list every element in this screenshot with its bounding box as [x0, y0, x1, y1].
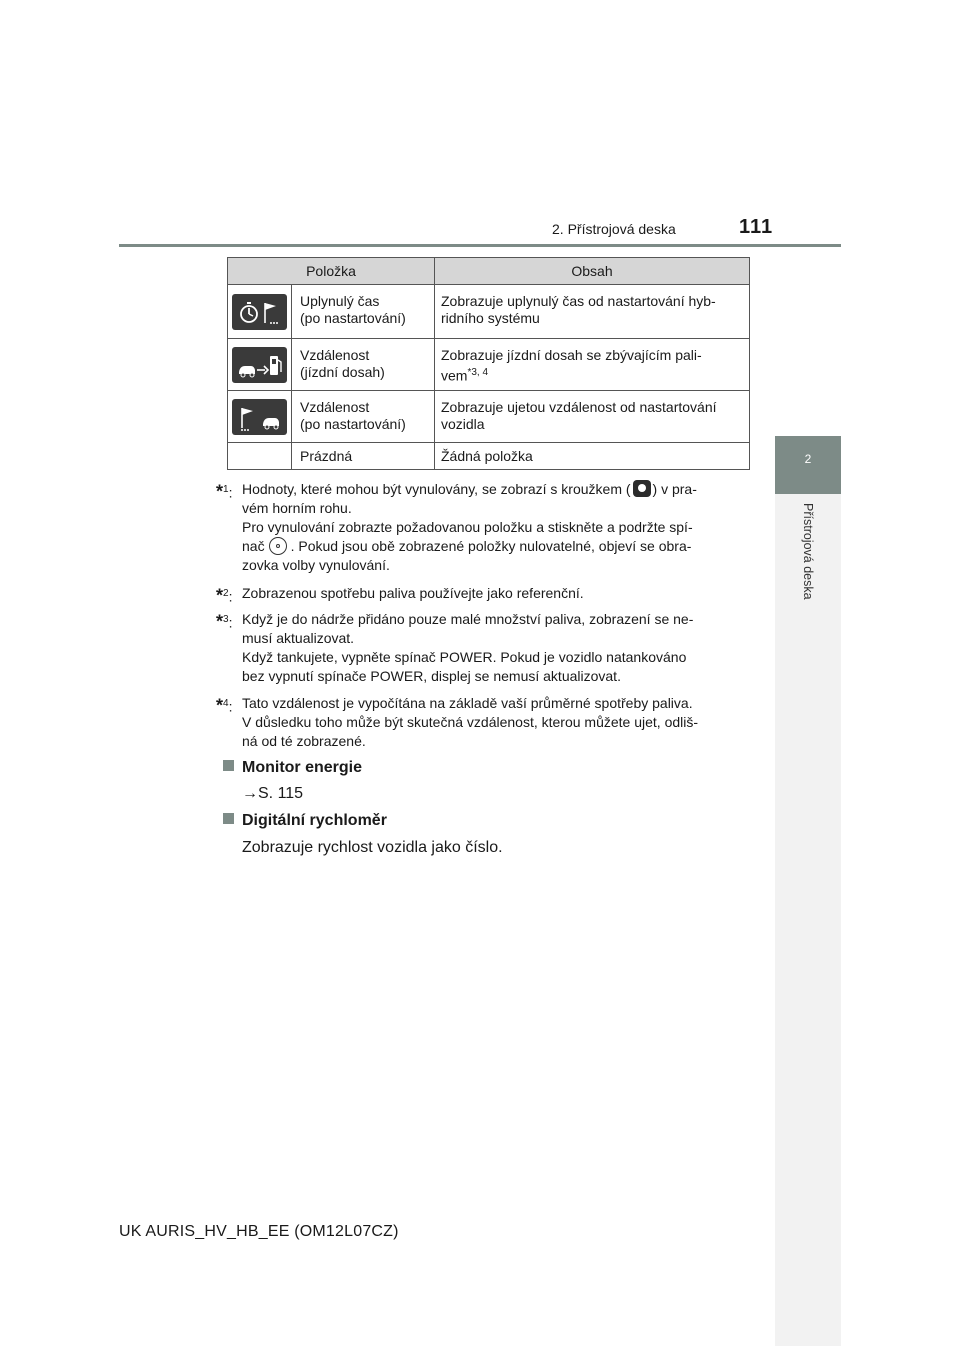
footnote-text: bez vypnutí spínače POWER, displej se nemusí aktualizovat. [242, 668, 621, 684]
footnote-text: zovka volby vynulování. [242, 557, 390, 573]
footnote-text: ) v pra- [652, 481, 697, 497]
header-rule [119, 244, 841, 247]
item-label: Prázdná [300, 448, 353, 464]
chapter-label: Přístrojová deska [801, 503, 815, 600]
item-description: Žádná položka [441, 448, 533, 464]
item-description: Zobrazuje ujetou vzdálenost od nastartování [441, 399, 717, 415]
item-description: Zobrazuje jízdní dosah se zbývajícím pali- [441, 347, 702, 363]
footnote-text: vém horním rohu. [242, 500, 352, 516]
section-heading-energy-monitor: Monitor energie [223, 759, 362, 777]
footnote-4: *$^4$: Tato vzdálenost je vypočítána na základě vaší průměrné spotřeby paliva. V důsledku toho může být skutečná vzdálenost, kterou můžete ujet, odliš- ná od té zobrazené. [216, 694, 744, 751]
footnote-1: *$^1$: Hodnoty, které mohou být vynulovány, se zobrazí s kroužkem ( ) v pra- vém horním rohu. Pro vynulování zobrazte požadovanou položku a stiskněte a podržte spí- nač . Pokud jsou obě zobrazené položky nulovatelné, objeví se obra- zovka volby vynulování. [216, 480, 744, 575]
document-code: UK AURIS_HV_HB_EE (OM12L07CZ) [119, 1223, 399, 1240]
item-description-cont: vem [441, 367, 468, 384]
footnote-number: 3 [223, 614, 229, 625]
column-header-content: Obsah [435, 258, 750, 285]
distance-after-start-icon [232, 399, 287, 435]
elapsed-time-icon [232, 294, 287, 330]
item-label: Uplynulý čas [300, 293, 380, 309]
section-title: 2. Přístrojová deska [552, 221, 676, 237]
column-header-item: Položka [228, 258, 435, 285]
page-number: 111 [739, 216, 774, 238]
footnote-text: musí aktualizovat. [242, 630, 355, 646]
footnote-text: . Pokud jsou obě zobrazené položky nulovatelné, objeví se obra- [290, 538, 692, 554]
chapter-tab-strip [775, 494, 841, 1346]
steering-switch-icon [269, 537, 287, 555]
table-row [228, 339, 750, 391]
item-label: Vzdálenost [300, 399, 370, 415]
footnote-text: nač [242, 538, 265, 554]
footnote-ref: *3, 4 [467, 367, 489, 378]
item-label: Vzdálenost [300, 347, 370, 363]
footnote-text: Když tankujete, vypněte spínač POWER. Pokud je vozidlo natankováno [242, 649, 687, 665]
table-row [228, 443, 750, 470]
section-body-text: Zobrazuje rychlost vozidla jako číslo. [242, 839, 503, 856]
item-description-cont: ridního systému [441, 310, 540, 326]
footnote-3: *$^3$: Když je do nádrže přidáno pouze malé množství paliva, zobrazení se ne- musí aktualizovat. Když tankujete, vypněte spínač POWER. Pokud je vozidlo natankováno bez vypnutí spínače POWER, displej se nemusí aktualizovat. [216, 610, 744, 686]
item-description-cont: vozidla [441, 416, 485, 432]
footnote-number: 1 [223, 484, 229, 495]
bullet-square-icon [223, 760, 234, 771]
item-sublabel: (po nastartování) [300, 416, 406, 432]
page-reference-link[interactable]: →S. 115 [242, 785, 304, 802]
footnote-text: Když je do nádrže přidáno pouze malé množství paliva, zobrazení se ne- [242, 611, 694, 627]
footnote-text: Zobrazenou spotřebu paliva používejte jako referenční. [242, 585, 584, 601]
reset-circle-icon [633, 480, 651, 497]
item-description: Zobrazuje uplynulý čas od nastartování hyb- [441, 293, 716, 309]
item-sublabel: (po nastartování) [300, 310, 406, 326]
footnote-text: Pro vynulování zobrazte požadovanou položku a stiskněte a podržte spí- [242, 519, 693, 535]
table-row [228, 285, 750, 339]
driving-range-icon [232, 347, 287, 383]
item-sublabel: (jízdní dosah) [300, 364, 385, 380]
chapter-number: 2 [804, 452, 812, 466]
footnote-number: 4 [223, 698, 229, 709]
section-heading-digital-speedometer: Digitální rychloměr [223, 812, 387, 830]
footnote-text: Tato vzdálenost je vypočítána na základě vaší průměrné spotřeby paliva. [242, 695, 693, 711]
footnote-text: ná od té zobrazené. [242, 733, 366, 749]
footnote-text: Hodnoty, které mohou být vynulovány, se zobrazí s kroužkem ( [242, 481, 631, 497]
bullet-square-icon [223, 813, 234, 824]
footnote-number: 2 [223, 588, 229, 599]
display-items-table [227, 257, 750, 470]
table-row [228, 391, 750, 443]
footnote-2: *$^2$: Zobrazenou spotřebu paliva používejte jako referenční. [216, 584, 744, 603]
footnote-text: V důsledku toho může být skutečná vzdálenost, kterou můžete ujet, odliš- [242, 714, 699, 730]
table-header-row [228, 258, 750, 285]
